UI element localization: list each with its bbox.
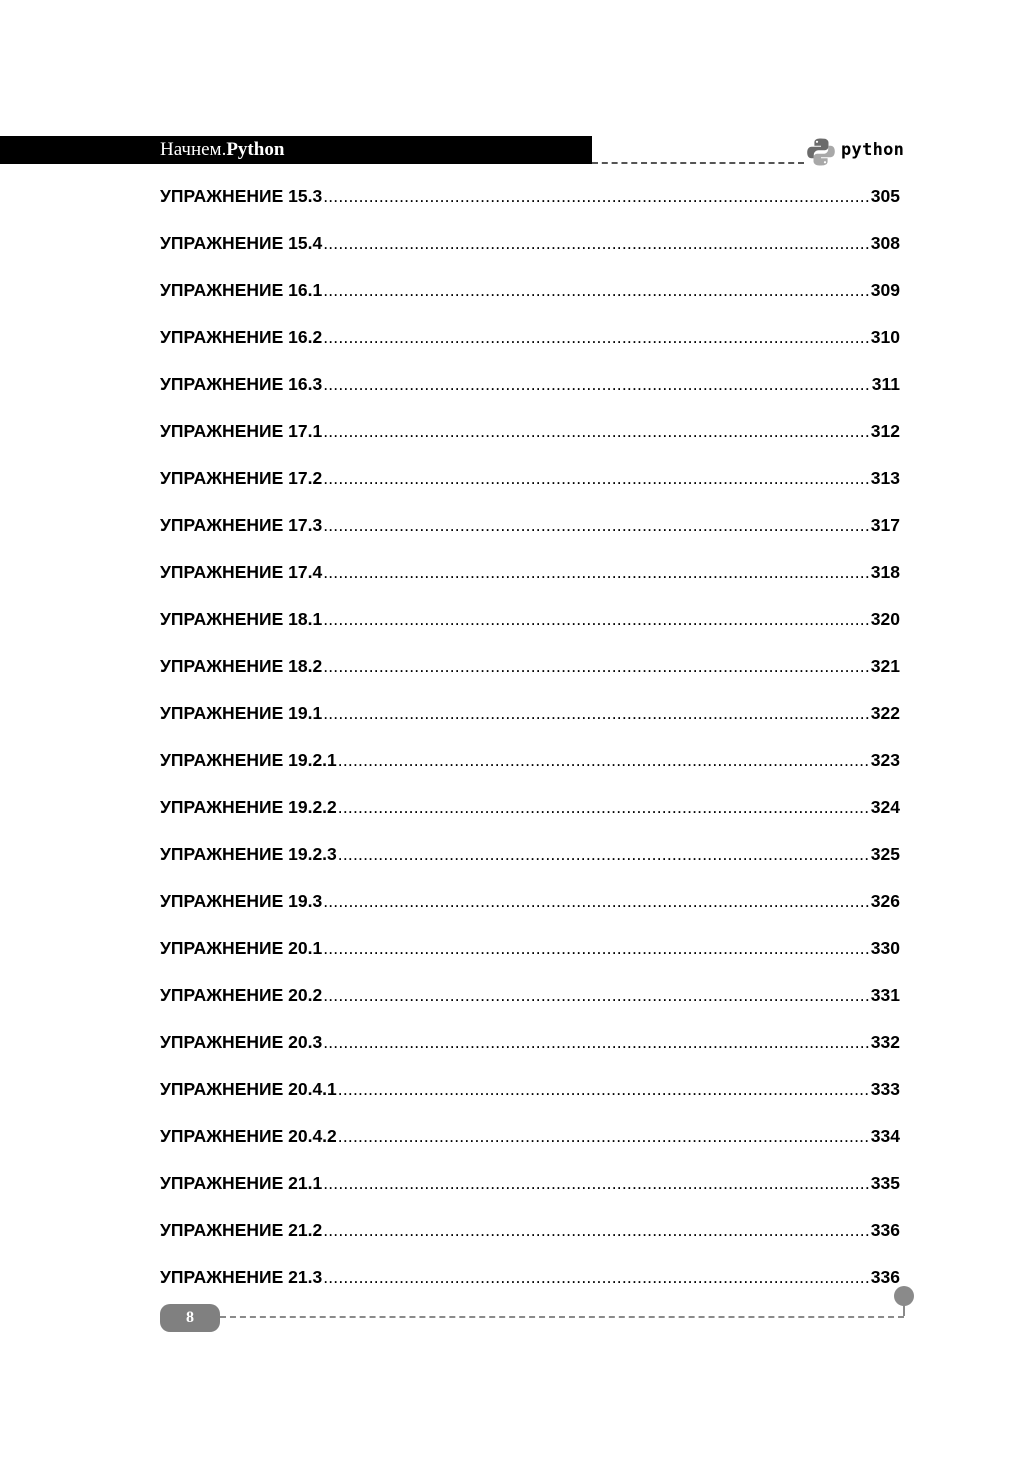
toc-entry-page-number: 326 bbox=[870, 891, 900, 911]
toc-entry-label: УПРАЖНЕНИЕ 19.2.2 bbox=[160, 797, 337, 817]
toc-entry[interactable] bbox=[160, 276, 900, 323]
toc-dot-leader bbox=[323, 464, 870, 492]
toc-entry[interactable] bbox=[160, 1263, 900, 1310]
toc-entry-label: УПРАЖНЕНИЕ 19.2.1 bbox=[160, 750, 337, 770]
toc-entry-label: УПРАЖНЕНИЕ 20.1 bbox=[160, 938, 323, 958]
toc-entry-page-number: 308 bbox=[870, 233, 900, 253]
toc-entry-page-number: 321 bbox=[870, 656, 900, 676]
table-of-contents bbox=[160, 182, 900, 1310]
toc-entry[interactable] bbox=[160, 229, 900, 276]
toc-dot-leader bbox=[323, 605, 870, 633]
toc-entry[interactable] bbox=[160, 1122, 900, 1169]
toc-dot-leader bbox=[323, 323, 870, 351]
toc-dot-leader bbox=[323, 417, 870, 445]
toc-entry-page-number: 320 bbox=[870, 609, 900, 629]
toc-entry-page-number: 311 bbox=[871, 374, 900, 394]
toc-entry-label: УПРАЖНЕНИЕ 17.1 bbox=[160, 421, 323, 441]
toc-entry[interactable] bbox=[160, 417, 900, 464]
toc-entry-page-number: 335 bbox=[870, 1173, 900, 1193]
toc-entry-page-number: 333 bbox=[870, 1079, 900, 1099]
toc-entry[interactable] bbox=[160, 981, 900, 1028]
toc-dot-leader bbox=[323, 182, 870, 210]
toc-entry-label: УПРАЖНЕНИЕ 17.3 bbox=[160, 515, 323, 535]
toc-dot-leader bbox=[323, 276, 870, 304]
toc-entry[interactable] bbox=[160, 370, 900, 417]
toc-dot-leader bbox=[323, 229, 870, 257]
toc-entry[interactable] bbox=[160, 1075, 900, 1122]
toc-dot-leader bbox=[338, 793, 870, 821]
toc-entry-page-number: 312 bbox=[870, 421, 900, 441]
toc-entry-label: УПРАЖНЕНИЕ 19.1 bbox=[160, 703, 323, 723]
toc-entry[interactable] bbox=[160, 840, 900, 887]
toc-entry[interactable] bbox=[160, 1028, 900, 1075]
toc-entry-page-number: 331 bbox=[870, 985, 900, 1005]
footer-dashed-line bbox=[220, 1316, 904, 1318]
toc-dot-leader bbox=[338, 840, 870, 868]
toc-dot-leader bbox=[323, 981, 870, 1009]
header-dashed-line bbox=[592, 162, 804, 164]
toc-entry-page-number: 305 bbox=[870, 186, 900, 206]
toc-entry-page-number: 336 bbox=[870, 1220, 900, 1240]
toc-dot-leader bbox=[323, 652, 870, 680]
toc-entry-page-number: 318 bbox=[870, 562, 900, 582]
toc-entry[interactable] bbox=[160, 323, 900, 370]
toc-entry-page-number: 334 bbox=[870, 1126, 900, 1146]
toc-dot-leader bbox=[323, 934, 870, 962]
toc-entry[interactable] bbox=[160, 558, 900, 605]
toc-entry[interactable] bbox=[160, 1169, 900, 1216]
toc-entry[interactable] bbox=[160, 1216, 900, 1263]
toc-entry-page-number: 325 bbox=[870, 844, 900, 864]
toc-dot-leader bbox=[323, 1216, 870, 1244]
toc-entry-label: УПРАЖНЕНИЕ 17.2 bbox=[160, 468, 323, 488]
toc-entry-label: УПРАЖНЕНИЕ 21.1 bbox=[160, 1173, 323, 1193]
toc-entry-label: УПРАЖНЕНИЕ 15.3 bbox=[160, 186, 323, 206]
toc-entry-label: УПРАЖНЕНИЕ 20.4.1 bbox=[160, 1079, 337, 1099]
toc-entry-label: УПРАЖНЕНИЕ 19.2.3 bbox=[160, 844, 337, 864]
toc-entry-page-number: 332 bbox=[870, 1032, 900, 1052]
toc-entry[interactable] bbox=[160, 605, 900, 652]
toc-entry-label: УПРАЖНЕНИЕ 16.3 bbox=[160, 374, 323, 394]
toc-entry[interactable] bbox=[160, 793, 900, 840]
toc-dot-leader bbox=[338, 746, 870, 774]
toc-entry-page-number: 324 bbox=[870, 797, 900, 817]
header-bar bbox=[0, 136, 592, 164]
toc-entry[interactable] bbox=[160, 511, 900, 558]
toc-entry-page-number: 323 bbox=[870, 750, 900, 770]
toc-entry-label: УПРАЖНЕНИЕ 20.4.2 bbox=[160, 1126, 337, 1146]
toc-entry[interactable] bbox=[160, 746, 900, 793]
toc-entry-label: УПРАЖНЕНИЕ 18.2 bbox=[160, 656, 323, 676]
toc-entry[interactable] bbox=[160, 934, 900, 981]
toc-entry[interactable] bbox=[160, 464, 900, 511]
toc-dot-leader bbox=[323, 370, 871, 398]
toc-entry-label: УПРАЖНЕНИЕ 19.3 bbox=[160, 891, 323, 911]
toc-dot-leader bbox=[323, 1028, 870, 1056]
toc-entry-label: УПРАЖНЕНИЕ 15.4 bbox=[160, 233, 323, 253]
toc-entry[interactable] bbox=[160, 887, 900, 934]
toc-entry-page-number: 309 bbox=[870, 280, 900, 300]
toc-entry-label: УПРАЖНЕНИЕ 20.2 bbox=[160, 985, 323, 1005]
toc-entry-label: УПРАЖНЕНИЕ 18.1 bbox=[160, 609, 323, 629]
python-logo-text: python bbox=[841, 140, 905, 160]
toc-dot-leader bbox=[323, 699, 870, 727]
footer-pin-dot bbox=[894, 1286, 914, 1306]
header-title-plain: Начнем. bbox=[160, 139, 227, 160]
toc-dot-leader bbox=[338, 1122, 870, 1150]
toc-dot-leader bbox=[338, 1075, 870, 1103]
toc-entry-label: УПРАЖНЕНИЕ 21.2 bbox=[160, 1220, 323, 1240]
toc-dot-leader bbox=[323, 1263, 870, 1291]
toc-dot-leader bbox=[323, 558, 870, 586]
toc-dot-leader bbox=[323, 887, 870, 915]
toc-entry-page-number: 330 bbox=[870, 938, 900, 958]
toc-entry-page-number: 336 bbox=[870, 1267, 900, 1287]
toc-entry-page-number: 313 bbox=[870, 468, 900, 488]
page-number-badge: 8 bbox=[160, 1304, 220, 1332]
toc-entry-label: УПРАЖНЕНИЕ 21.3 bbox=[160, 1267, 323, 1287]
header-title-bold: Python bbox=[226, 139, 285, 160]
toc-entry-label: УПРАЖНЕНИЕ 16.1 bbox=[160, 280, 323, 300]
toc-entry-label: УПРАЖНЕНИЕ 16.2 bbox=[160, 327, 323, 347]
toc-entry[interactable] bbox=[160, 699, 900, 746]
toc-entry-page-number: 310 bbox=[870, 327, 900, 347]
python-logo-icon bbox=[806, 137, 836, 167]
toc-entry-page-number: 317 bbox=[870, 515, 900, 535]
toc-entry-label: УПРАЖНЕНИЕ 20.3 bbox=[160, 1032, 323, 1052]
toc-entry[interactable] bbox=[160, 652, 900, 699]
toc-entry-label: УПРАЖНЕНИЕ 17.4 bbox=[160, 562, 323, 582]
toc-entry-page-number: 322 bbox=[870, 703, 900, 723]
running-header-title bbox=[160, 136, 284, 164]
toc-dot-leader bbox=[323, 511, 870, 539]
toc-entry[interactable] bbox=[160, 182, 900, 229]
toc-dot-leader bbox=[323, 1169, 870, 1197]
